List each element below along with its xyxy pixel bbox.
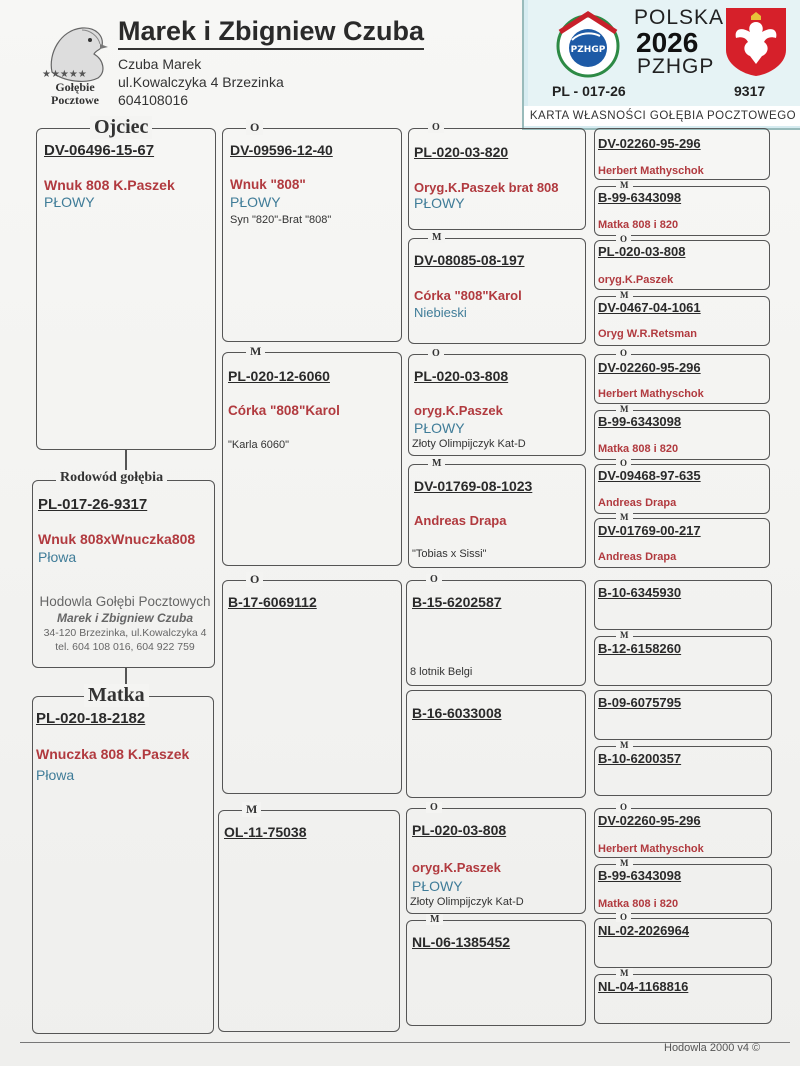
gen3-name: Oryg.K.Paszek brat 808 — [414, 180, 559, 195]
mother-name: Wnuczka 808 K.Paszek — [36, 746, 190, 762]
gen3-label: O — [428, 122, 444, 133]
gen4-ring: DV-09468-97-635 — [598, 468, 701, 483]
gen3-ring: PL-020-03-820 — [414, 144, 509, 160]
pzhgp-badge-text: PZHGP — [570, 45, 606, 55]
gen4-name: Herbert Mathyschok — [598, 843, 704, 855]
gen3-note: "Tobias x Sissi" — [412, 548, 487, 560]
footer-text: Hodowla 2000 v4 © — [664, 1042, 761, 1054]
subject-ring: PL-017-26-9317 — [38, 496, 148, 513]
breeder-line-2: Marek i Zbigniew Czuba — [56, 611, 194, 625]
gen3-color: PŁOWY — [414, 420, 465, 436]
gen2-box — [222, 580, 402, 794]
gen3-label: O — [426, 574, 442, 585]
gen2-label: M — [246, 344, 265, 359]
gen4-ring: DV-02260-95-296 — [598, 813, 701, 828]
gen4-name: Matka 808 i 820 — [598, 219, 679, 231]
gen4-label: M — [616, 630, 633, 640]
gen2-ring: B-17-6069112 — [228, 594, 317, 610]
gen4-ring: B-12-6158260 — [598, 641, 682, 656]
gen3-ring: B-15-6202587 — [412, 594, 502, 610]
gen4-label: O — [616, 234, 631, 244]
owner-name: Czuba Marek — [118, 56, 202, 72]
logo-text-line-2: Pocztowe — [51, 93, 99, 107]
gen4-ring: B-99-6343098 — [598, 868, 682, 883]
subject-name: Wnuk 808xWnuczka808 — [38, 531, 196, 547]
svg-text:★★★★★: ★★★★★ — [42, 69, 87, 80]
gen2-ring: OL-11-75038 — [224, 824, 307, 840]
gen4-ring: NL-04-1168816 — [598, 979, 689, 994]
gen3-name: Córka "808"Karol — [414, 288, 522, 303]
gen2-ring: DV-09596-12-40 — [230, 142, 333, 158]
mother-ring: PL-020-18-2182 — [36, 710, 146, 727]
gen4-label: M — [616, 740, 633, 750]
gen2-name: Córka "808"Karol — [228, 403, 340, 418]
gen4-name: Matka 808 i 820 — [598, 898, 679, 910]
gen3-color: Niebieski — [414, 305, 467, 320]
subject-color: Płowa — [38, 549, 77, 565]
gen4-ring: B-10-6345930 — [598, 585, 682, 600]
gen3-name: Andreas Drapa — [414, 513, 507, 528]
gen2-box — [218, 810, 400, 1032]
gen4-label: O — [616, 458, 631, 468]
gen4-ring: B-09-6075795 — [598, 695, 682, 710]
gen3-note: Złoty Olimpijczyk Kat-D — [410, 896, 524, 908]
gen2-name: Wnuk "808" — [230, 177, 306, 192]
breeder-line-3: 34-120 Brzezinka, ul.Kowalczyka 4 — [43, 627, 207, 639]
logo-text — [40, 81, 110, 107]
gen4-ring: DV-01769-00-217 — [598, 523, 701, 538]
gen4-label: M — [616, 968, 633, 978]
gen3-color: PŁOWY — [412, 878, 463, 894]
father-name: Wnuk 808 K.Paszek — [44, 177, 175, 193]
gen3-ring: B-16-6033008 — [412, 705, 502, 721]
mother-label: Matka — [84, 684, 149, 707]
gen3-ring: NL-06-1385452 — [412, 934, 511, 950]
gen3-note: 8 lotnik Belgi — [410, 666, 473, 678]
gen2-color: PŁOWY — [230, 194, 281, 210]
gen3-name: oryg.K.Paszek — [412, 860, 501, 875]
card-number: 9317 — [734, 83, 766, 99]
gen2-box — [222, 128, 402, 342]
gen4-ring: DV-0467-04-1061 — [598, 300, 701, 315]
gen4-name: Matka 808 i 820 — [598, 443, 679, 455]
gen3-label: O — [428, 348, 444, 359]
gen3-ring: DV-01769-08-1023 — [414, 478, 533, 494]
gen3-ring: DV-08085-08-197 — [414, 252, 525, 268]
logo-text-line-1: Gołębie — [55, 80, 95, 94]
father-label: Ojciec — [90, 116, 152, 139]
gen4-ring: B-99-6343098 — [598, 414, 682, 429]
eagle-emblem-icon — [724, 6, 788, 78]
ownership-card — [522, 0, 800, 130]
gen4-name: Andreas Drapa — [598, 551, 677, 563]
gen4-label: M — [616, 290, 633, 300]
card-org: PZHGP — [637, 55, 715, 78]
breeder-line-4: tel. 604 108 016, 604 922 759 — [55, 641, 195, 653]
gen4-name: Andreas Drapa — [598, 497, 677, 509]
gen4-label: M — [616, 404, 633, 414]
father-color: PŁOWY — [44, 194, 95, 210]
pzhgp-badge-icon — [550, 6, 626, 82]
gen2-label: O — [246, 120, 263, 135]
gen2-note: "Karla 6060" — [228, 439, 290, 451]
gen4-label: M — [616, 512, 633, 522]
gen4-name: Oryg W.R.Retsman — [598, 328, 698, 340]
gen4-label: M — [616, 180, 633, 190]
gen3-ring: PL-020-03-808 — [412, 822, 507, 838]
gen3-ring: PL-020-03-808 — [414, 368, 509, 384]
gen3-note: Złoty Olimpijczyk Kat-D — [412, 438, 526, 450]
gen4-label: O — [616, 348, 631, 358]
owner-address: ul.Kowalczyka 4 Brzezinka — [118, 74, 284, 90]
gen4-ring: DV-02260-95-296 — [598, 360, 701, 375]
gen2-label: O — [246, 572, 263, 587]
gen2-ring: PL-020-12-6060 — [228, 368, 330, 384]
gen4-name: oryg.K.Paszek — [598, 274, 674, 286]
gen4-ring: PL-020-03-808 — [598, 244, 686, 259]
pedigree-label: Rodowód gołębia — [56, 470, 167, 486]
gen3-name: oryg.K.Paszek — [414, 403, 503, 418]
gen3-color: PŁOWY — [414, 195, 465, 211]
gen2-box — [222, 352, 402, 566]
gen4-name: Herbert Mathyschok — [598, 165, 704, 177]
gen4-ring: DV-02260-95-296 — [598, 136, 701, 151]
owner-phone: 604108016 — [118, 92, 189, 108]
gen4-label: M — [616, 858, 633, 868]
gen4-label: O — [616, 912, 631, 922]
gen4-ring: B-10-6200357 — [598, 751, 682, 766]
father-ring: DV-06496-15-67 — [44, 142, 155, 159]
card-country: POLSKA — [634, 6, 725, 29]
gen3-label: O — [426, 802, 442, 813]
gen2-label: M — [242, 802, 261, 817]
gen3-label: M — [426, 914, 443, 925]
breeder-line-1: Hodowla Gołębi Pocztowych — [39, 594, 211, 609]
mother-color: Płowa — [36, 767, 75, 783]
gen3-label: M — [428, 458, 445, 469]
gen3-label: M — [428, 232, 445, 243]
gen4-ring: NL-02-2026964 — [598, 923, 690, 938]
card-ring: PL - 017-26 — [552, 83, 626, 99]
gen2-note: Syn "820"-Brat "808" — [230, 214, 332, 226]
gen4-label: O — [616, 802, 631, 812]
gen4-ring: B-99-6343098 — [598, 190, 682, 205]
card-year: 2026 — [636, 27, 699, 58]
page-title: Marek i Zbigniew Czuba — [118, 16, 424, 50]
gen4-name: Herbert Mathyschok — [598, 388, 704, 400]
card-footer: KARTA WŁASNOŚCI GOŁĘBIA POCZTOWEGO — [524, 106, 800, 126]
